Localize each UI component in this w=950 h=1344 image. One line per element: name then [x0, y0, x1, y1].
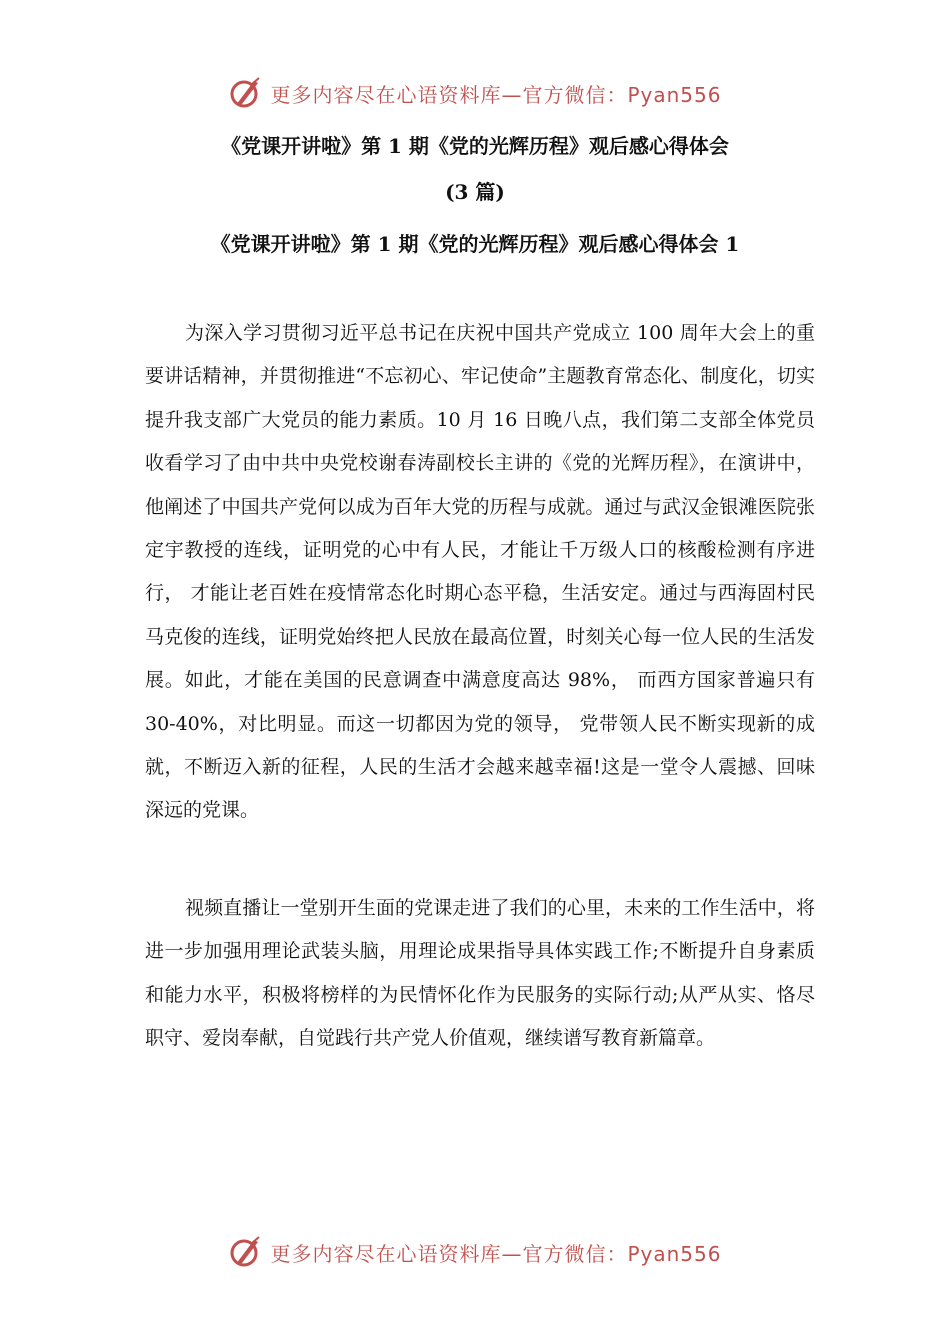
document-title: 《党课开讲啦》第 1 期《党的光辉历程》观后感心得体会 — [221, 134, 729, 158]
quill-logo-icon — [228, 75, 264, 111]
watermark-text: 更多内容尽在心语资料库—官方微信：Pyan556 — [270, 82, 722, 107]
footer-watermark — [0, 1232, 950, 1272]
body-paragraph-2: 视频直播让一堂别开生面的党课走进了我们的心里，未来的工作生活中，将进一步加强用理论武装头脑，用理论成果指导具体实践工作;不断提升自身素质和能力水平，积极将榜样的为民情怀化作为民服务的实际行动;从严从实、恪尽职守、爱岗奉献，自觉践行共产党人价值观，继续谱写教育新篇章。 — [145, 897, 815, 1050]
quill-logo-icon — [228, 1234, 264, 1270]
watermark-text: 更多内容尽在心语资料库—官方微信：Pyan556 — [270, 1241, 722, 1266]
document-title-count: (3 篇) — [445, 180, 505, 204]
header-watermark — [0, 73, 950, 113]
body-paragraph-1: 为深入学习贯彻习近平总书记在庆祝中国共产党成立 100 周年大会上的重要讲话精神，并贯彻推进“不忘初心、牢记使命”主题教育常态化、制度化，切实提升我支部广大党员的能力素质。10 月 16 日晚八点，我们第二支部全体党员收看学习了由中共中央党校谢春涛副校长主讲的《党的光辉历程》，在演讲中，他阐述了中国共产党何以成为百年大党的历程与成就。通过与武汉金银滩医院张定宇教授的连线，证明党的心中有人民，才能让千万级人口的核酸检测有序进行， 才能让老百姓在疫情常态化时期心态平稳，生活安定。通过与西海固村民马克俊的连线，证明党始终把人民放在最高位置，时刻关心每一位人民的生活发展。如此，才能在美国的民意调查中满意度高达 98%， 而西方国家普遍只有 30-40%，对比明显。而这一切都因为党的领导， 党带领人民不断实现新的成就，不断迈入新的征程，人民的生活才会越来越幸福!这是一堂令人震撼、回味深远的党课。 — [145, 322, 815, 822]
section-subtitle: 《党课开讲啦》第 1 期《党的光辉历程》观后感心得体会 1 — [210, 232, 740, 256]
